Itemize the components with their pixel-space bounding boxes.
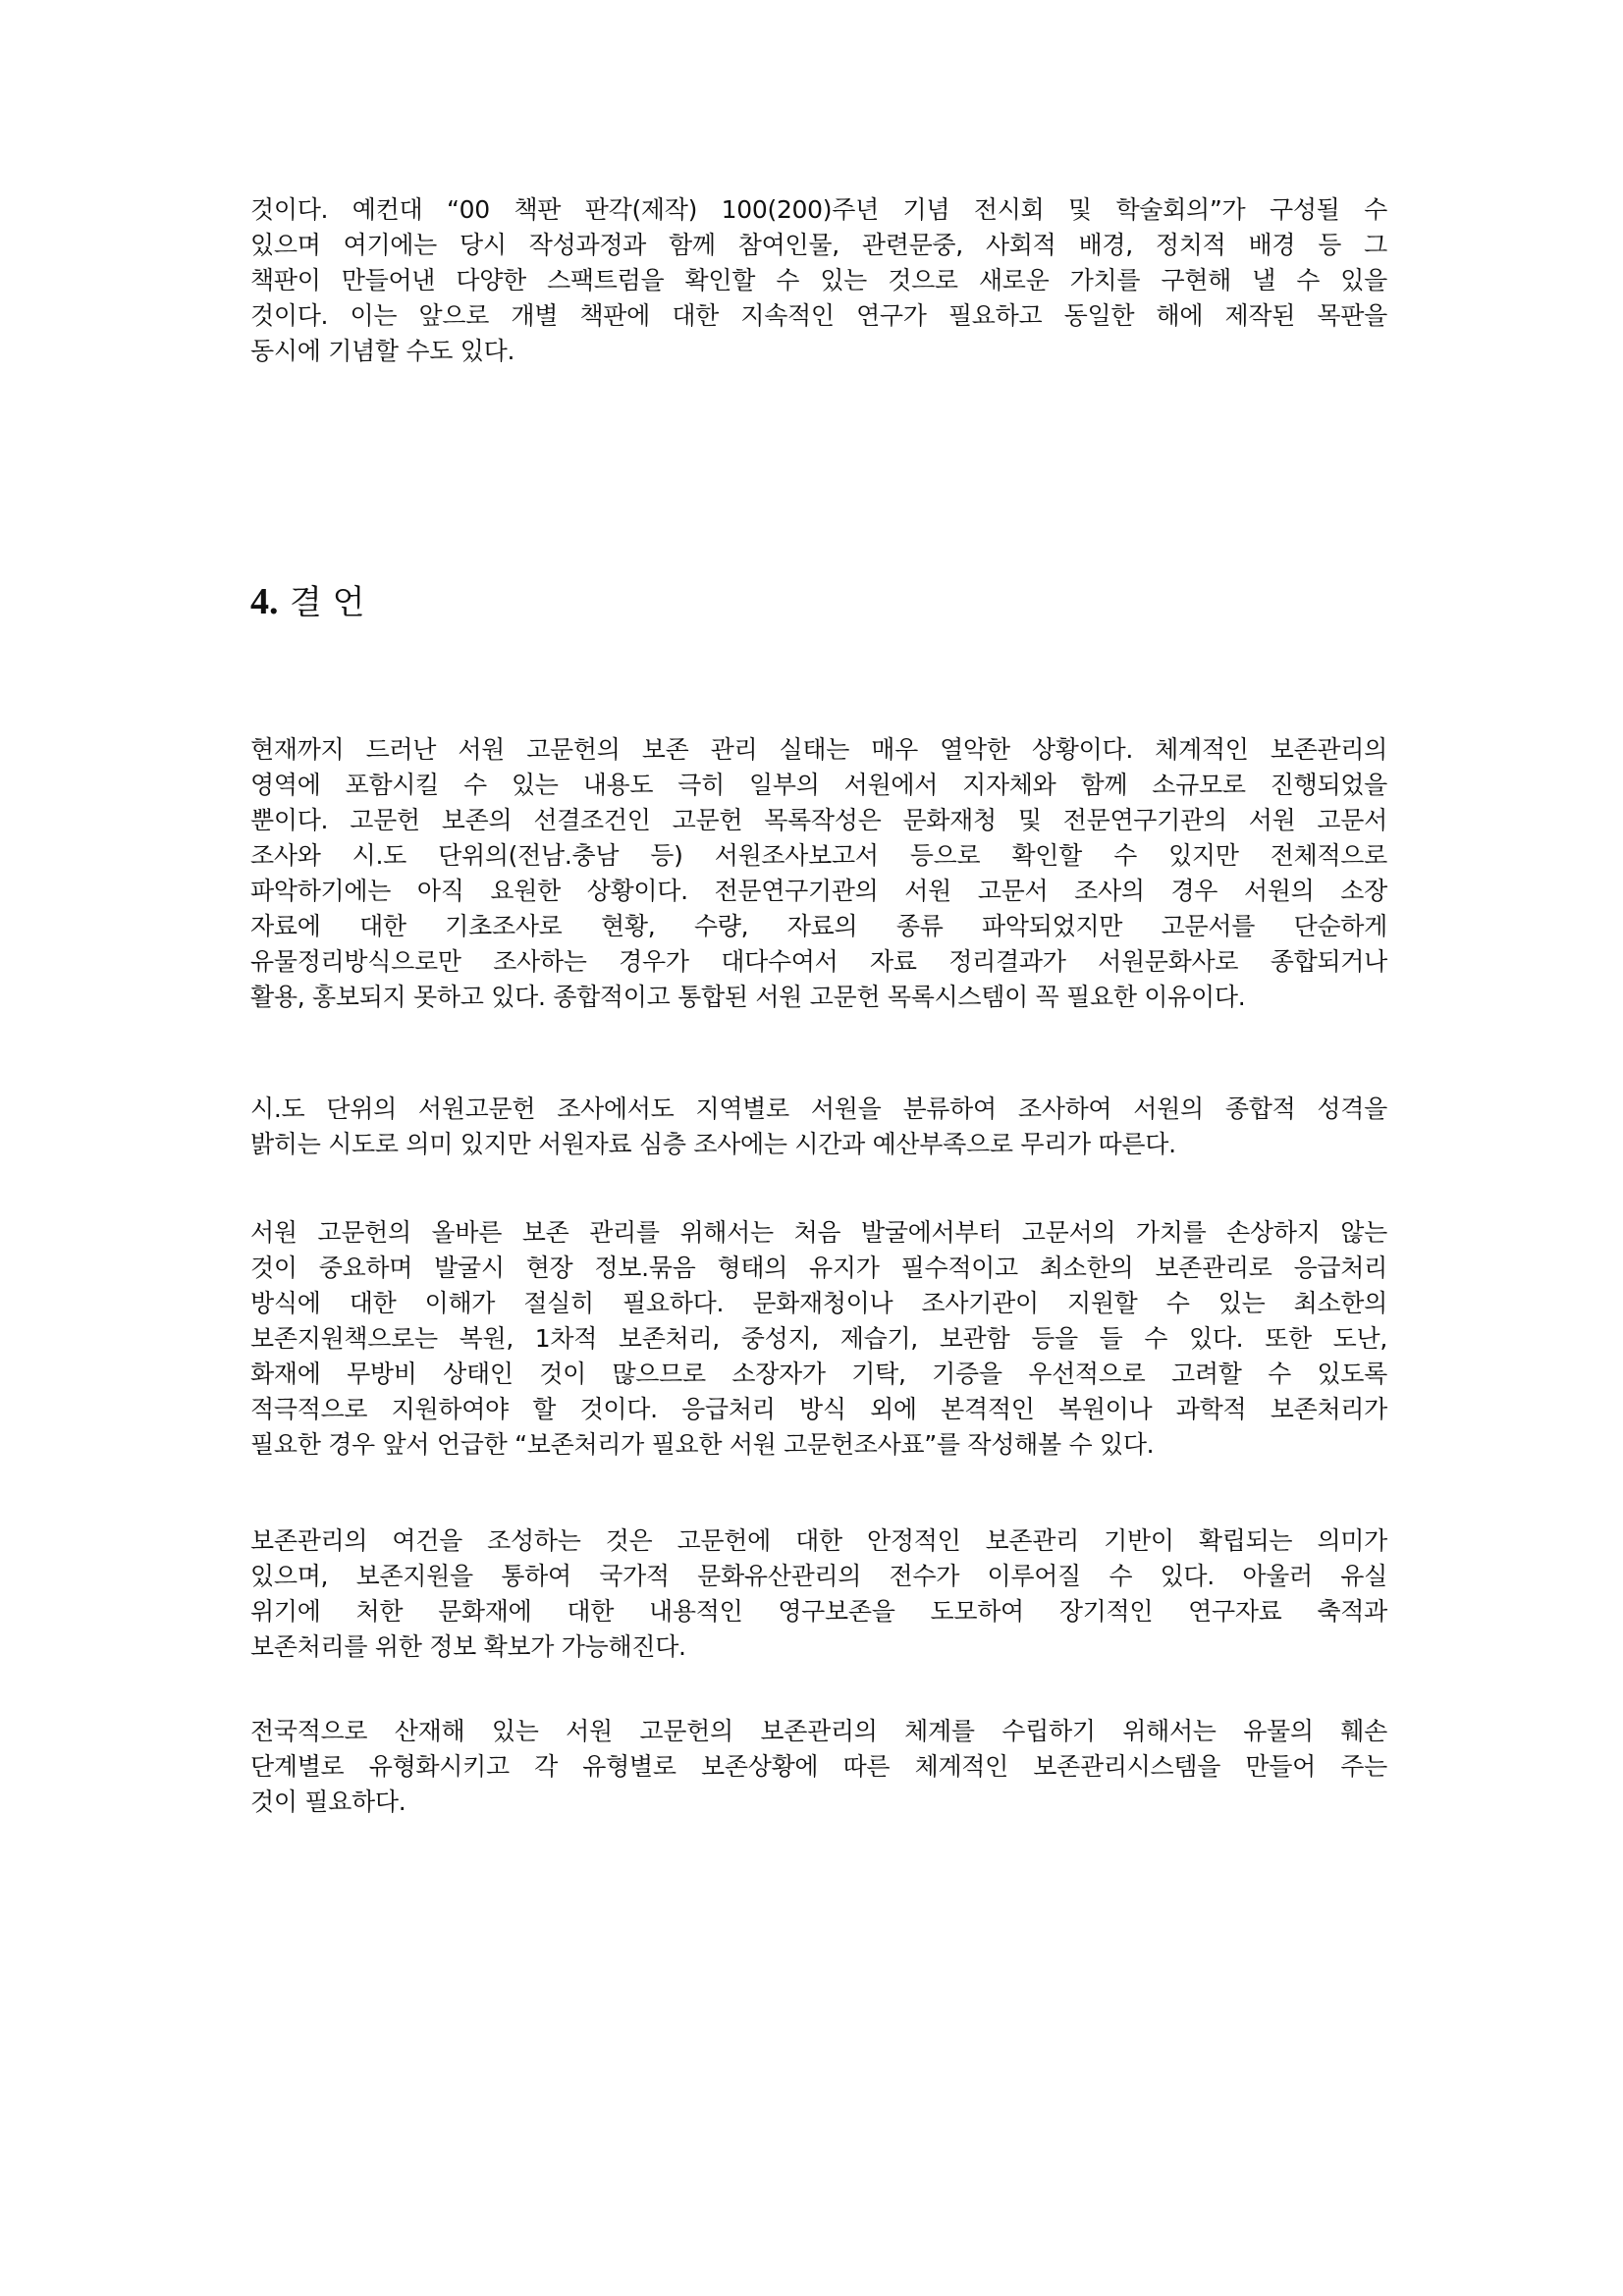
text-line: 조사와 시.도 단위의(전남.충남 등) 서원조사보고서 등으로 확인할 수 있지만 전체적으로: [250, 841, 1387, 870]
text-line: 뿐이다. 고문헌 보존의 선결조건인 고문헌 목록작성은 문화재청 및 전문연구기관의 서원 고문서: [250, 806, 1387, 834]
paragraph-4: [250, 1523, 1387, 1665]
section-heading: [250, 577, 364, 626]
text-line: 있으며, 보존지원을 통하여 국가적 문화유산관리의 전수가 이루어질 수 있다. 아울러 유실: [250, 1562, 1387, 1590]
text-line: 것이다. 예컨대 “00 책판 판각(제작) 100(200)주년 기념 전시회 및 학술회의”가 구성될 수: [250, 195, 1387, 224]
text-line: 보존지원책으로는 복원, 1차적 보존처리, 중성지, 제습기, 보관함 등을 들 수 있다. 또한 도난,: [250, 1324, 1387, 1353]
text-line: 것이 중요하며 발굴시 현장 정보.묶음 형태의 유지가 필수적이고 최소한의 보존관리로 응급처리: [250, 1254, 1387, 1282]
text-line: 필요한 경우 앞서 언급한 “보존처리가 필요한 서원 고문헌조사표”를 작성해볼 수 있다.: [250, 1430, 1155, 1459]
text-line: 동시에 기념할 수도 있다.: [250, 337, 515, 365]
text-line: 것이 필요하다.: [250, 1788, 406, 1816]
text-line: 전국적으로 산재해 있는 서원 고문헌의 보존관리의 체계를 수립하기 위해서는 유물의 훼손: [250, 1717, 1387, 1745]
text-line: 영역에 포함시킬 수 있는 내용도 극히 일부의 서원에서 지자체와 함께 소규모로 진행되었을: [250, 771, 1387, 799]
paragraph-1: [250, 732, 1387, 1015]
paragraph-5: [250, 1714, 1387, 1820]
text-line: 위기에 처한 문화재에 대한 내용적인 영구보존을 도모하여 장기적인 연구자료 축적과: [250, 1597, 1387, 1626]
section-number: 4.: [250, 581, 279, 622]
text-line: 활용, 홍보되지 못하고 있다. 종합적이고 통합된 서원 고문헌 목록시스템이 꼭 필요한 이유이다.: [250, 983, 1246, 1011]
text-line: 적극적으로 지원하여야 할 것이다. 응급처리 방식 외에 본격적인 복원이나 과학적 보존처리가: [250, 1395, 1387, 1423]
section-title: 결 언: [289, 583, 365, 622]
text-line: 현재까지 드러난 서원 고문헌의 보존 관리 실태는 매우 열악한 상황이다. 체계적인 보존관리의: [250, 735, 1387, 764]
text-line: 밝히는 시도로 의미 있지만 서원자료 심층 조사에는 시간과 예산부족으로 무리가 따른다.: [250, 1130, 1176, 1158]
text-line: 파악하기에는 아직 요원한 상황이다. 전문연구기관의 서원 고문서 조사의 경우 서원의 소장: [250, 877, 1387, 905]
text-line: 보존관리의 여건을 조성하는 것은 고문헌에 대한 안정적인 보존관리 기반이 확립되는 의미가: [250, 1526, 1387, 1555]
text-line: 책판이 만들어낸 다양한 스팩트럼을 확인할 수 있는 것으로 새로운 가치를 구현해 낼 수 있을: [250, 266, 1387, 294]
text-line: 화재에 무방비 상태인 것이 많으므로 소장자가 기탁, 기증을 우선적으로 고려할 수 있도록: [250, 1360, 1387, 1388]
text-line: 유물정리방식으로만 조사하는 경우가 대다수여서 자료 정리결과가 서원문화사로 종합되거나: [250, 947, 1387, 976]
intro-paragraph: [250, 192, 1387, 369]
text-line: 보존처리를 위한 정보 확보가 가능해진다.: [250, 1632, 686, 1661]
text-line: 자료에 대한 기초조사로 현황, 수량, 자료의 종류 파악되었지만 고문서를 단순하게: [250, 912, 1387, 940]
text-line: 서원 고문헌의 올바른 보존 관리를 위해서는 처음 발굴에서부터 고문서의 가치를 손상하지 않는: [250, 1218, 1387, 1247]
text-line: 단계별로 유형화시키고 각 유형별로 보존상황에 따른 체계적인 보존관리시스템을 만들어 주는: [250, 1752, 1387, 1781]
paragraph-3: [250, 1215, 1387, 1463]
text-line: 시.도 단위의 서원고문헌 조사에서도 지역별로 서원을 분류하여 조사하여 서원의 종합적 성격을: [250, 1095, 1387, 1123]
text-line: 것이다. 이는 앞으로 개별 책판에 대한 지속적인 연구가 필요하고 동일한 해에 제작된 목판을: [250, 301, 1387, 330]
text-line: 방식에 대한 이해가 절실히 필요하다. 문화재청이나 조사기관이 지원할 수 있는 최소한의: [250, 1289, 1387, 1317]
text-line: 있으며 여기에는 당시 작성과정과 함께 참여인물, 관련문중, 사회적 배경, 정치적 배경 등 그: [250, 231, 1387, 259]
paragraph-2: [250, 1092, 1387, 1162]
